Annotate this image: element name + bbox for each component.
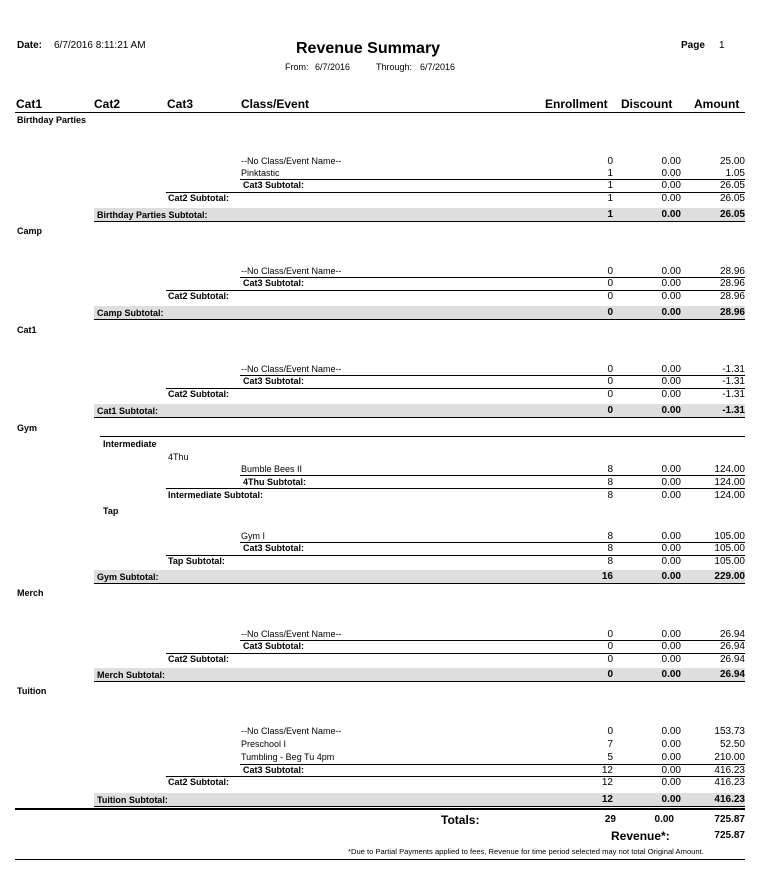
cat2-subtotal-label: Cat2 Subtotal: [168, 291, 230, 301]
amount-value: 28.96 [719, 291, 745, 302]
col-amount-header: Amount [694, 97, 740, 111]
amount-value: -1.31 [722, 389, 745, 400]
amount-value: 28.96 [719, 266, 745, 277]
event-name: Bumble Bees II [241, 464, 303, 474]
through-value: 6/7/2016 [420, 62, 456, 72]
discount-value: 0.00 [661, 168, 681, 179]
amount-value: 416.23 [714, 765, 745, 776]
group-subtotal-label: Cat1 Subtotal: [97, 406, 159, 416]
amount-value: 26.05 [719, 209, 745, 220]
amount-value: 153.73 [714, 726, 745, 737]
group-subtotal-rule [94, 583, 745, 584]
discount-value: 0.00 [661, 405, 681, 416]
cat2-subtotal-label: Tap Subtotal: [168, 556, 225, 566]
cat2-subtotal-label: Cat2 Subtotal: [168, 654, 230, 664]
col-cat1-header: Cat1 [16, 97, 43, 111]
discount-value: 0.00 [661, 291, 681, 302]
date-label: Date: [17, 40, 43, 51]
amount-value: 26.94 [719, 629, 745, 640]
group-subtotal-rule [94, 806, 745, 807]
amount-value: 28.96 [719, 278, 745, 289]
enrollment-value: 0 [607, 389, 613, 400]
event-name: --No Class/Event Name-- [241, 726, 342, 736]
discount-value: 0.00 [661, 389, 681, 400]
revenue-label: Revenue*: [611, 829, 670, 843]
amount-value: 229.00 [714, 571, 745, 582]
group-subtotal-rule [94, 319, 745, 320]
enrollment-value: 8 [607, 543, 613, 554]
discount-value: 0.00 [661, 752, 681, 763]
discount-value: 0.00 [661, 571, 681, 582]
amount-value: 416.23 [714, 794, 745, 805]
enrollment-value: 8 [607, 556, 613, 567]
enrollment-value: 0 [607, 405, 613, 416]
discount-value: 0.00 [661, 364, 681, 375]
discount-value: 0.00 [661, 739, 681, 750]
discount-value: 0.00 [661, 156, 681, 167]
discount-value: 0.00 [661, 464, 681, 475]
enrollment-value: 12 [601, 765, 613, 776]
totals-discount: 0.00 [654, 814, 674, 825]
event-name: --No Class/Event Name-- [241, 156, 342, 166]
group-name-tuition: Tuition [17, 686, 47, 696]
group-subtotal-label: Merch Subtotal: [97, 670, 166, 680]
totals-double-rule [15, 808, 745, 810]
group-subtotal-label: Gym Subtotal: [97, 572, 159, 582]
group-name-birthday-parties: Birthday Parties [17, 115, 87, 125]
amount-value: 124.00 [714, 477, 745, 488]
amount-value: 28.96 [719, 307, 745, 318]
amount-value: 105.00 [714, 531, 745, 542]
enrollment-value: 0 [607, 307, 613, 318]
enrollment-value: 1 [607, 168, 613, 179]
discount-value: 0.00 [661, 209, 681, 220]
discount-value: 0.00 [661, 629, 681, 640]
enrollment-value: 0 [607, 266, 613, 277]
amount-value: 52.50 [719, 739, 745, 750]
discount-value: 0.00 [661, 490, 681, 501]
enrollment-value: 12 [601, 777, 613, 788]
enrollment-value: 1 [607, 180, 613, 191]
group-subtotal-rule [94, 417, 745, 418]
cat2-subtotal-label: Cat2 Subtotal: [168, 193, 230, 203]
amount-value: 416.23 [714, 777, 745, 788]
cat2-subtotal-rule [166, 488, 745, 489]
discount-value: 0.00 [661, 278, 681, 289]
discount-value: 0.00 [661, 531, 681, 542]
cat2-name-tap: Tap [103, 506, 119, 516]
enrollment-value: 0 [607, 376, 613, 387]
group-subtotal-label: Camp Subtotal: [97, 308, 164, 318]
event-name: Tumbling - Beg Tu 4pm [241, 752, 335, 762]
cat3-subtotal-label: Cat3 Subtotal: [243, 765, 305, 775]
discount-value: 0.00 [661, 376, 681, 387]
header-rule [15, 112, 745, 113]
discount-value: 0.00 [661, 556, 681, 567]
report-title: Revenue Summary [296, 40, 441, 57]
discount-value: 0.00 [661, 477, 681, 488]
cat3-subtotal-label: Cat3 Subtotal: [243, 278, 305, 288]
page-number: 1 [719, 40, 725, 51]
page-label: Page [681, 40, 705, 51]
enrollment-value: 12 [601, 794, 613, 805]
enrollment-value: 8 [607, 477, 613, 488]
totals-enrollment: 29 [604, 814, 616, 825]
amount-value: 124.00 [714, 490, 745, 501]
cat2-subtotal-label: Cat2 Subtotal: [168, 389, 230, 399]
discount-value: 0.00 [661, 765, 681, 776]
discount-value: 0.00 [661, 180, 681, 191]
enrollment-value: 0 [607, 156, 613, 167]
enrollment-value: 0 [607, 726, 613, 737]
amount-value: 124.00 [714, 464, 745, 475]
revenue-value: 725.87 [714, 830, 745, 841]
cat2-subtotal-label: Cat2 Subtotal: [168, 777, 230, 787]
from-value: 6/7/2016 [315, 62, 351, 72]
enrollment-value: 0 [607, 278, 613, 289]
enrollment-value: 0 [607, 364, 613, 375]
discount-value: 0.00 [661, 641, 681, 652]
cat2-section-rule [100, 436, 745, 437]
footnote: *Due to Partial Payments applied to fees, Revenue for time period selected may not total Original Amount. [348, 847, 704, 856]
cat3-subtotal-label: Cat3 Subtotal: [243, 180, 305, 190]
amount-value: 26.94 [719, 669, 745, 680]
cat3-subtotal-label: Cat3 Subtotal: [243, 543, 305, 553]
col-enrollment-header: Enrollment [545, 97, 608, 111]
amount-value: 26.05 [719, 180, 745, 191]
event-name: Pinktastic [241, 168, 280, 178]
group-name-gym: Gym [17, 423, 38, 433]
footer-rule [15, 859, 745, 860]
event-name: --No Class/Event Name-- [241, 364, 342, 374]
enrollment-value: 8 [607, 490, 613, 501]
date-value: 6/7/2016 8:11:21 AM [54, 40, 146, 51]
amount-value: 26.94 [719, 654, 745, 665]
group-name-merch: Merch [17, 588, 44, 598]
group-subtotal-label: Tuition Subtotal: [97, 795, 168, 805]
cat3-name-4thu: 4Thu [168, 452, 189, 462]
through-label: Through: [376, 62, 413, 72]
amount-value: 26.94 [719, 641, 745, 652]
amount-value: 25.00 [719, 156, 745, 167]
enrollment-value: 7 [607, 739, 613, 750]
enrollment-value: 8 [607, 531, 613, 542]
discount-value: 0.00 [661, 669, 681, 680]
group-name-cat1: Cat1 [17, 325, 37, 335]
discount-value: 0.00 [661, 794, 681, 805]
from-label: From: [285, 62, 309, 72]
enrollment-value: 8 [607, 464, 613, 475]
discount-value: 0.00 [661, 777, 681, 788]
amount-value: 105.00 [714, 556, 745, 567]
cat3-subtotal-rule [240, 475, 745, 476]
cat2-subtotal-label: Intermediate Subtotal: [168, 490, 264, 500]
amount-value: -1.31 [722, 364, 745, 375]
discount-value: 0.00 [661, 654, 681, 665]
group-subtotal-rule [94, 221, 745, 222]
discount-value: 0.00 [661, 307, 681, 318]
enrollment-value: 1 [607, 193, 613, 204]
enrollment-value: 16 [601, 571, 613, 582]
col-discount-header: Discount [621, 97, 673, 111]
event-name: Preschool I [241, 739, 287, 749]
group-subtotal-rule [94, 681, 745, 682]
enrollment-value: 0 [607, 629, 613, 640]
discount-value: 0.00 [661, 193, 681, 204]
enrollment-value: 0 [607, 291, 613, 302]
enrollment-value: 1 [607, 209, 613, 220]
col-class-event-header: Class/Event [241, 97, 310, 111]
discount-value: 0.00 [661, 726, 681, 737]
col-cat3-header: Cat3 [167, 97, 194, 111]
amount-value: -1.31 [722, 405, 745, 416]
cat3-subtotal-label: Cat3 Subtotal: [243, 641, 305, 651]
cat3-subtotal-label: Cat3 Subtotal: [243, 376, 305, 386]
amount-value: 1.05 [725, 168, 745, 179]
discount-value: 0.00 [661, 543, 681, 554]
event-name: Gym I [241, 531, 265, 541]
event-name: --No Class/Event Name-- [241, 266, 342, 276]
cat2-name-intermediate: Intermediate [103, 439, 157, 449]
amount-value: 26.05 [719, 193, 745, 204]
totals-label: Totals: [441, 813, 480, 827]
amount-value: 210.00 [714, 752, 745, 763]
enrollment-value: 0 [607, 641, 613, 652]
cat3-subtotal-label: 4Thu Subtotal: [243, 477, 306, 487]
totals-amount: 725.87 [714, 814, 745, 825]
group-name-camp: Camp [17, 226, 43, 236]
enrollment-value: 5 [607, 752, 613, 763]
enrollment-value: 0 [607, 669, 613, 680]
group-subtotal-label: Birthday Parties Subtotal: [97, 210, 208, 220]
col-cat2-header: Cat2 [94, 97, 121, 111]
enrollment-value: 0 [607, 654, 613, 665]
discount-value: 0.00 [661, 266, 681, 277]
event-name: --No Class/Event Name-- [241, 629, 342, 639]
amount-value: 105.00 [714, 543, 745, 554]
amount-value: -1.31 [722, 376, 745, 387]
